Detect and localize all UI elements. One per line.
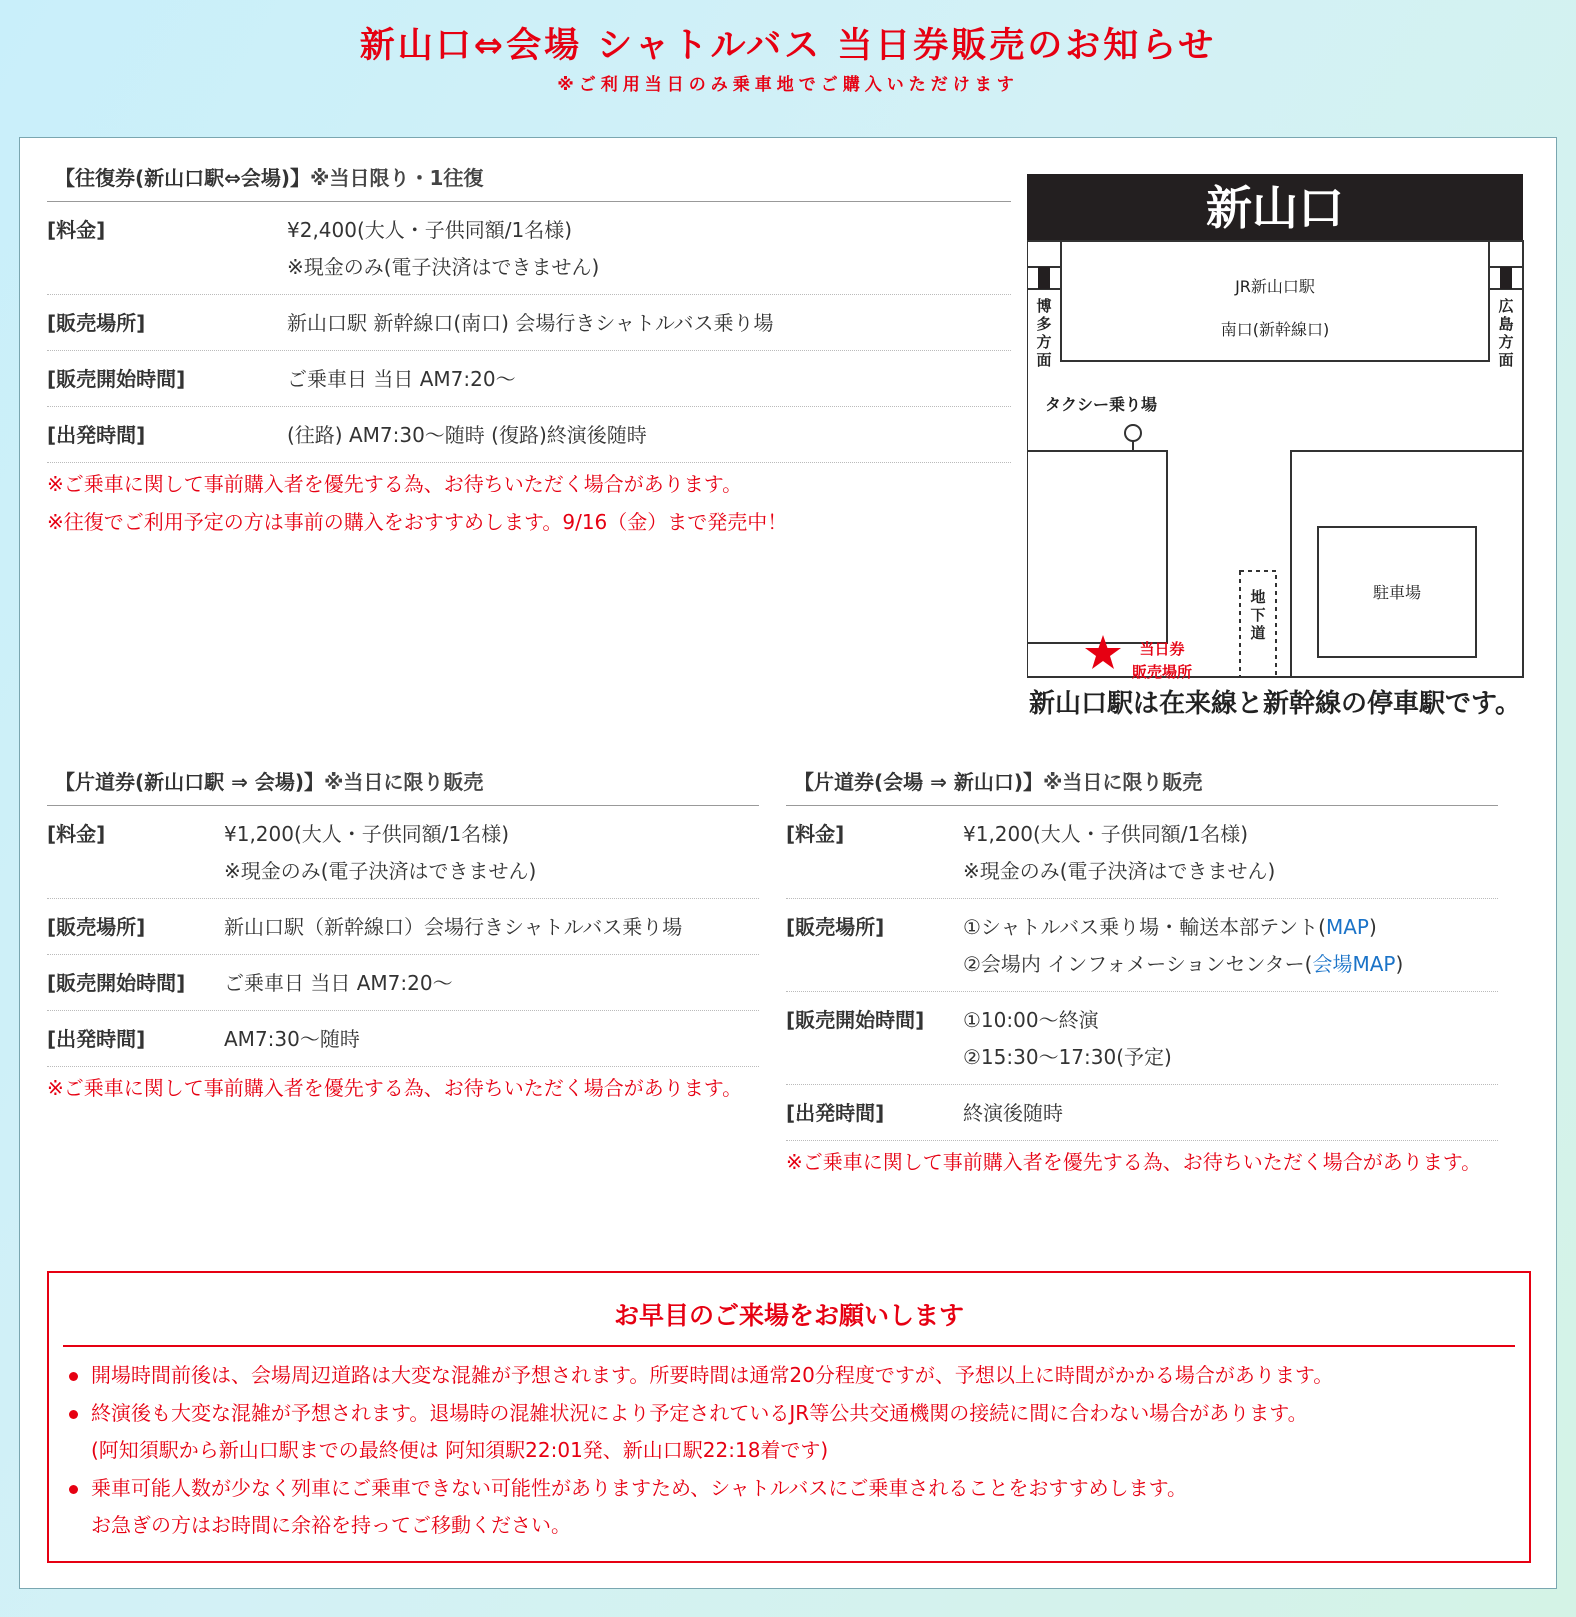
oneway-station-row-start — [786, 992, 1498, 1085]
place-line-1: ①シャトルバス乗り場・輸送本部テント( — [963, 915, 1326, 939]
row-label: [販売場所] — [786, 915, 885, 939]
roundtrip-row-depart — [47, 407, 1011, 463]
row-label: [販売場所] — [47, 915, 146, 939]
map-ticket-spot-1: 当日券 — [1139, 640, 1185, 658]
row-value — [963, 909, 1403, 946]
place-suffix: ) — [1368, 915, 1377, 939]
bullet-icon — [69, 1410, 78, 1419]
map-underpass-label: 地下道 — [1250, 588, 1266, 642]
row-value: ①10:00～終演 — [963, 1008, 1099, 1032]
oneway-venue-row-start — [47, 955, 759, 1011]
notice-text: (阿知須駅から新山口駅までの最終便は 阿知須駅22:01発、新山口駅22:18着です) — [91, 1438, 829, 1462]
row-label: [販売開始時間] — [786, 1008, 925, 1032]
map-hakata-direction: 博多方面 — [1036, 297, 1052, 369]
page-header — [0, 18, 1576, 96]
row-value: ¥1,200(大人・子供同額/1名様) — [224, 822, 510, 846]
map-parking-label: 駐車場 — [1372, 583, 1422, 602]
row-value: ご乗車日 当日 AM7:20～ — [287, 367, 516, 391]
map-taxi-label: タクシー乗り場 — [1044, 395, 1158, 414]
map-south-exit: 南口(新幹線口) — [1220, 320, 1330, 339]
row-value: ※現金のみ(電子決済はできません) — [224, 859, 537, 883]
map-hiroshima-direction: 広島方面 — [1498, 297, 1514, 369]
roundtrip-title-text: 【往復券(新山口駅⇔会場)】 — [55, 166, 311, 190]
oneway-venue-title-text: 【片道券(新山口駅 ⇒ 会場)】 — [55, 770, 324, 794]
bullet-icon — [69, 1485, 78, 1494]
roundtrip-row-place — [47, 295, 1011, 351]
row-value — [963, 946, 1403, 983]
oneway-venue-row-price — [47, 806, 759, 899]
roundtrip-section — [47, 158, 1011, 541]
roundtrip-title — [47, 158, 1011, 202]
notice-text: お急ぎの方はお時間に余裕を持ってご移動ください。 — [91, 1513, 571, 1537]
row-value: ②15:30～17:30(予定) — [963, 1045, 1172, 1069]
map-ticket-spot-2: 販売場所 — [1131, 663, 1193, 681]
oneway-venue-section — [47, 762, 759, 1107]
map-jr-station: JR新山口駅 — [1235, 277, 1315, 296]
row-label: [販売開始時間] — [47, 971, 186, 995]
oneway-station-title — [786, 762, 1498, 806]
row-value: ご乗車日 当日 AM7:20～ — [224, 971, 453, 995]
row-value: ¥1,200(大人・子供同額/1名様) — [963, 822, 1249, 846]
oneway-station-row-place — [786, 899, 1498, 992]
oneway-station-title-text: 【片道券(会場 ⇒ 新山口)】 — [794, 770, 1043, 794]
row-label: [料金] — [786, 822, 845, 846]
roundtrip-warning: ※往復でご利用予定の方は事前の購入をおすすめします。9/16（金）まで発売中！ — [47, 510, 788, 534]
map-station-building — [1061, 241, 1489, 361]
notice-item-continued — [69, 1507, 1499, 1545]
notice-item — [69, 1395, 1499, 1433]
notice-title: お早目のご来場をお願いします — [63, 1297, 1515, 1347]
map-caption: 新山口駅は在来線と新幹線の停車駅です。 — [1029, 689, 1521, 719]
notice-list — [69, 1357, 1499, 1545]
oneway-venue-row-depart — [47, 1011, 759, 1067]
notice-item — [69, 1470, 1499, 1508]
map-left-block — [1027, 451, 1167, 643]
place-line-2: ②会場内 インフォメーションセンター( — [963, 952, 1313, 976]
roundtrip-row-price — [47, 202, 1011, 295]
notice-item — [69, 1357, 1499, 1395]
row-value: 終演後随時 — [963, 1101, 1063, 1125]
row-label: [販売場所] — [47, 311, 146, 335]
oneway-venue-row-place — [47, 899, 759, 955]
page-subtitle: ※ご利用当日のみ乗車地でご購入いただけます — [557, 75, 1019, 95]
place-suffix: ) — [1395, 952, 1404, 976]
map-taxi-marker — [1125, 425, 1141, 441]
content-panel — [19, 137, 1557, 1589]
notice-item-continued — [69, 1432, 1499, 1470]
oneway-venue-title — [47, 762, 759, 806]
row-label: [出発時間] — [47, 1027, 146, 1051]
station-map-drawing — [1027, 174, 1527, 734]
oneway-station-section — [786, 762, 1498, 1181]
row-label: [出発時間] — [786, 1101, 885, 1125]
notice-text: 乗車可能人数が少なく列車にご乗車できない可能性がありますため、シャトルバスにご乗車されることをおすすめします。 — [91, 1475, 1187, 1500]
station-map — [1027, 174, 1527, 734]
oneway-station-row-depart — [786, 1085, 1498, 1141]
row-value: 新山口駅 新幹線口(南口) 会場行きシャトルバス乗り場 — [287, 311, 774, 335]
row-label: [料金] — [47, 822, 106, 846]
row-value: AM7:30～随時 — [224, 1027, 360, 1051]
roundtrip-warning: ※ご乗車に関して事前購入者を優先する為、お待ちいただく場合があります。 — [47, 472, 743, 496]
notice-box — [47, 1271, 1531, 1563]
oneway-station-row-price — [786, 806, 1498, 899]
map-station-name: 新山口 — [1206, 181, 1344, 235]
row-value: ※現金のみ(電子決済はできません) — [287, 255, 600, 279]
row-value: 新山口駅（新幹線口）会場行きシャトルバス乗り場 — [224, 915, 683, 939]
row-label: [料金] — [47, 218, 106, 242]
row-value: ※現金のみ(電子決済はできません) — [963, 859, 1276, 883]
oneway-venue-title-note: ※当日に限り販売 — [323, 770, 484, 794]
row-label: [出発時間] — [47, 423, 146, 447]
map-link[interactable]: MAP — [1325, 915, 1369, 939]
oneway-venue-warning: ※ご乗車に関して事前購入者を優先する為、お待ちいただく場合があります。 — [47, 1076, 743, 1100]
venue-map-link[interactable]: 会場MAP — [1312, 952, 1396, 976]
row-value: ¥2,400(大人・子供同額/1名様) — [287, 218, 573, 242]
oneway-station-warning: ※ご乗車に関して事前購入者を優先する為、お待ちいただく場合があります。 — [786, 1150, 1482, 1174]
bullet-icon — [69, 1372, 78, 1381]
notice-text: 終演後も大変な混雑が予想されます。退場時の混雑状況により予定されているJR等公共交通機関の接続に間に合わない場合があります。 — [91, 1400, 1308, 1425]
notice-text: 開場時間前後は、会場周辺道路は大変な混雑が予想されます。所要時間は通常20分程度ですが、予想以上に時間がかかる場合があります。 — [91, 1363, 1334, 1387]
roundtrip-row-start — [47, 351, 1011, 407]
row-label: [販売開始時間] — [47, 367, 186, 391]
oneway-station-title-note: ※当日に限り販売 — [1042, 770, 1203, 794]
page-title: 新山口⇔会場 シャトルバス 当日券販売のお知らせ — [359, 26, 1217, 66]
row-value: (往路) AM7:30～随時 (復路)終演後随時 — [287, 423, 647, 447]
roundtrip-title-note: ※当日限り・1往復 — [310, 166, 484, 190]
